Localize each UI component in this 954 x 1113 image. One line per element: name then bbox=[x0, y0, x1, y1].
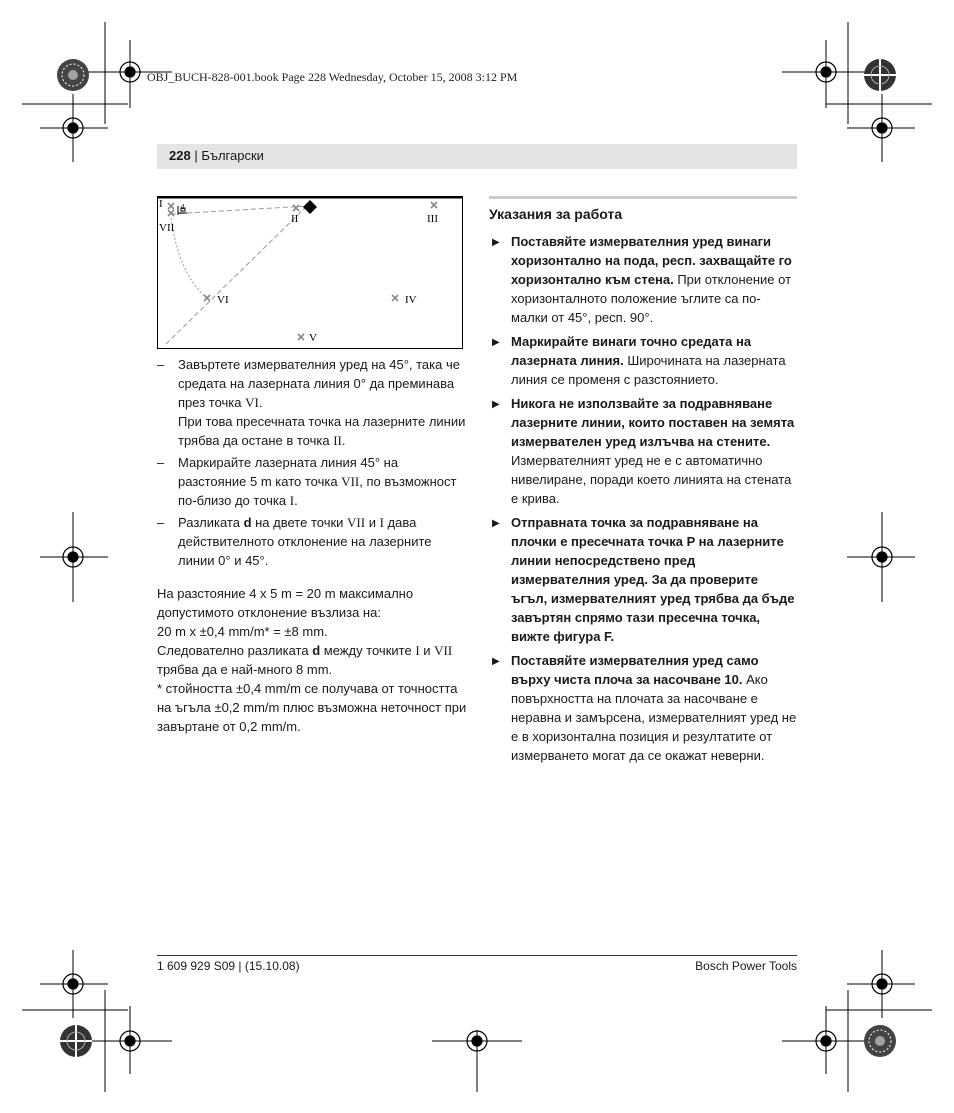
left-column bbox=[157, 355, 467, 736]
label-V: V bbox=[309, 332, 317, 344]
label-II: II bbox=[291, 213, 299, 225]
label-VI: VI bbox=[217, 294, 229, 306]
label-VII: VII bbox=[159, 222, 175, 234]
section-heading: Указания за работа bbox=[489, 206, 623, 222]
label-IV: IV bbox=[405, 294, 417, 306]
bullet-triangle-icon: ▶ bbox=[492, 518, 500, 529]
list-item: ▶ Поставяйте измервателния уред винаги хоризонтално на пода, респ. захващайте го хоризонтално към стена. При отклонение от хоризонталното положение ъглите са по-малки от 45°, респ. 90°. bbox=[492, 234, 792, 325]
list-item: – Завъртете измервателния уред на 45°, така че средата на лазерната линия 0° да преминава през точка VI. При това пресечната точка на лазерните линии трябва да остане в точка II. bbox=[157, 357, 466, 448]
list-dash: – bbox=[157, 455, 165, 470]
label-III: III bbox=[427, 213, 438, 225]
bullet-triangle-icon: ▶ bbox=[492, 337, 500, 348]
header-language: Български bbox=[201, 148, 264, 163]
diagram-frame bbox=[158, 197, 463, 349]
list-item: ▶ Никога не използвайте за подравняване лазерните линии, които поставен на земята измервателен уред излъчва на стените. Измервателният уред не е с автоматично нивелиране, поради което линията на стената е крива. bbox=[492, 396, 795, 506]
tolerance-paragraph: На разстояние 4 x 5 m = 20 m максимално допустимото отклонение възлиза на: 20 m x ±0,4 mm/m* = ±8 mm. Следователно разликата d между точките I и VII трябва да е най-много 8 mm. * стойността ±0,4 mm/m се получава от точността на ъгъла ±0,2 mm/m плюс възможна неточност при завъртане от 0,2 mm/m. bbox=[157, 586, 467, 734]
section-rule bbox=[489, 196, 797, 199]
label-I: I bbox=[159, 198, 163, 210]
list-item: – Разликата d на двете точки VII и I дава действителното отклонение на лазерните линии 0° и 45°. bbox=[157, 515, 432, 568]
footer-rule bbox=[157, 955, 797, 956]
footer-doc-number: 1 609 929 S09 | (15.10.08) bbox=[157, 959, 300, 973]
print-slug: OBJ_BUCH-828-001.book Page 228 Wednesday, October 15, 2008 3:12 PM bbox=[147, 70, 518, 84]
list-item: ▶ Отправната точка за подравняване на плочки е пресечната точка P на лазерните линии непосредствено пред измервателния уред. За да проверите ъгъл, измервателният уред трябва да бъде завъртян спрямо тази пресечна точка, вижте фигура F. bbox=[492, 515, 795, 644]
list-dash: – bbox=[157, 515, 165, 530]
footer-brand: Bosch Power Tools bbox=[695, 959, 797, 973]
list-dash: – bbox=[157, 357, 165, 372]
bullet-triangle-icon: ▶ bbox=[492, 237, 500, 248]
page-number: 228 bbox=[169, 148, 191, 163]
label-d: d bbox=[181, 203, 185, 211]
header-separator: | bbox=[190, 148, 202, 163]
bullet-triangle-icon: ▶ bbox=[492, 399, 500, 410]
page-header bbox=[169, 148, 264, 163]
bullet-triangle-icon: ▶ bbox=[492, 656, 500, 667]
footnote: * стойността ±0,4 mm/m се получава от точността на ъгъла ±0,2 mm/m плюс възможна неточност при завъртане от 0,2 mm/m. bbox=[157, 681, 467, 734]
list-item: – Маркирайте лазерната линия 45° на разстояние 5 m като точка VII, по възможност по-близо до точка I. bbox=[157, 455, 457, 508]
list-item: ▶ Маркирайте винаги точно средата на лазерната линия. Широчината на лазерната линия се променя с разстоянието. bbox=[492, 334, 786, 387]
measurement-diagram bbox=[157, 196, 463, 349]
right-column bbox=[489, 196, 797, 770]
list-item: ▶ Поставяйте измервателния уред само върху чиста плоча за насочване 10. Ако повърхността на плочата за насочване е неравна и замърсена, измервателният уред не е в хоризонтална позиция и резултатите от измерването могат да се окажат неверни. bbox=[492, 653, 797, 763]
